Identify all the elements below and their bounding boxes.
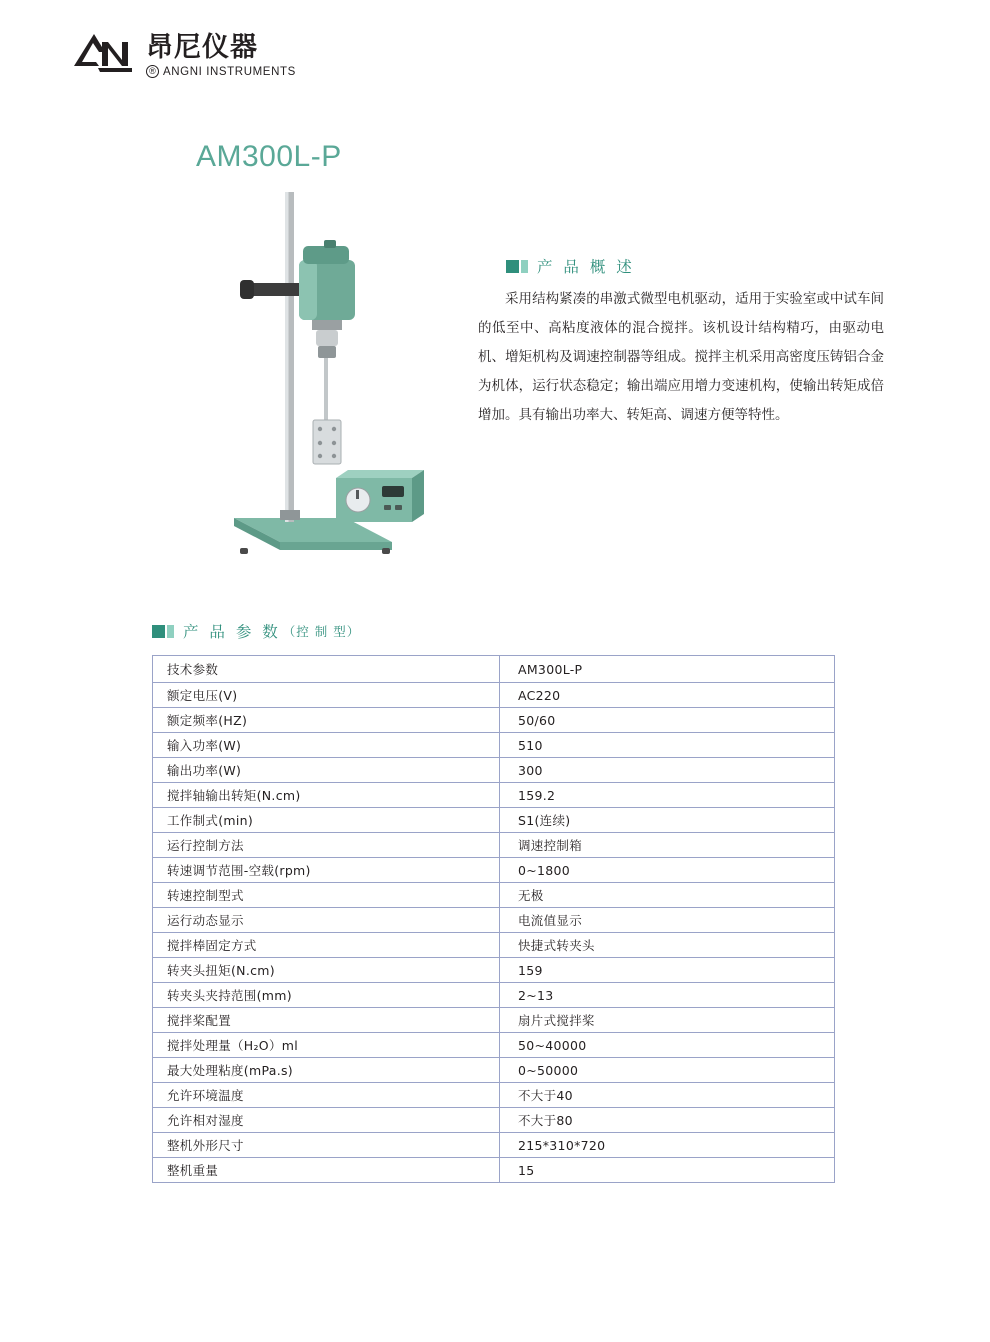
table-cell-parameter-value: 不大于40 (500, 1083, 835, 1108)
table-row (153, 758, 835, 783)
table-cell-parameter-name: 允许环境温度 (153, 1083, 500, 1108)
registered-mark-icon: ® (146, 65, 159, 78)
table-row (153, 983, 835, 1008)
table-row (153, 1033, 835, 1058)
page-title: AM300L-P (196, 140, 342, 173)
table-row (153, 808, 835, 833)
table-cell-parameter-name: 运行控制方法 (153, 833, 500, 858)
table-cell-parameter-value: 2~13 (500, 983, 835, 1008)
table-cell-parameter-name: 额定频率(HZ) (153, 708, 500, 733)
table-cell-parameter-value: 159 (500, 958, 835, 983)
overview-heading-label: 产 品 概 述 (537, 258, 635, 276)
table-cell-parameter-name: 转速调节范围-空载(rpm) (153, 858, 500, 883)
table-cell-parameter-value: 无极 (500, 883, 835, 908)
table-row (153, 683, 835, 708)
table-cell-parameter-value: 50/60 (500, 708, 835, 733)
table-row (153, 1008, 835, 1033)
table-row (153, 733, 835, 758)
table-cell-parameter-value: 电流值显示 (500, 908, 835, 933)
table-cell-parameter-value: 215*310*720 (500, 1133, 835, 1158)
table-cell-parameter-value: 0~50000 (500, 1058, 835, 1083)
square-marker-light-icon (167, 625, 174, 638)
square-marker-light-icon (521, 260, 528, 273)
table-row (153, 958, 835, 983)
table-cell-parameter-name: 转夹头夹持范围(mm) (153, 983, 500, 1008)
brand-name-en: ANGNI INSTRUMENTS (163, 65, 296, 78)
table-cell-parameter-name: 转夹头扭矩(N.cm) (153, 958, 500, 983)
parameters-heading-label: 产 品 参 数 (183, 623, 281, 641)
parameters-heading-sublabel: （控 制 型） (282, 624, 361, 639)
table-row (153, 1108, 835, 1133)
table-cell-parameter-name: 搅拌处理量（H₂O）ml (153, 1033, 500, 1058)
table-row (153, 908, 835, 933)
table-cell-parameter-name: 转速控制型式 (153, 883, 500, 908)
table-cell-parameter-name: 额定电压(V) (153, 683, 500, 708)
square-marker-dark-icon (506, 260, 519, 273)
table-cell-parameter-value: S1(连续) (500, 808, 835, 833)
table-row (153, 833, 835, 858)
table-cell-parameter-value: 调速控制箱 (500, 833, 835, 858)
table-cell-parameter-value: 159.2 (500, 783, 835, 808)
table-cell-parameter-name: 允许相对湿度 (153, 1108, 500, 1133)
table-cell-parameter-name: 搅拌棒固定方式 (153, 933, 500, 958)
table-row (153, 1058, 835, 1083)
an-monogram-logo-icon (72, 32, 138, 76)
table-cell-parameter-value: 扇片式搅拌桨 (500, 1008, 835, 1033)
table-cell-parameter-value: 50~40000 (500, 1033, 835, 1058)
brand-logo (72, 32, 296, 78)
brand-wordmark (146, 32, 296, 78)
specifications-table (152, 655, 835, 1183)
table-row (153, 1133, 835, 1158)
table-cell-parameter-name: 工作制式(min) (153, 808, 500, 833)
table-cell-parameter-value: 15 (500, 1158, 835, 1183)
table-cell-parameter-name: 输出功率(W) (153, 758, 500, 783)
table-cell-parameter-value: 不大于80 (500, 1108, 835, 1133)
table-cell-parameter-value: 510 (500, 733, 835, 758)
table-row (153, 1083, 835, 1108)
brand-name-cn: 昂尼仪器 (146, 32, 258, 63)
product-image (196, 180, 456, 590)
table-cell-parameter-value: AM300L-P (500, 656, 835, 683)
table-row (153, 656, 835, 683)
table-cell-parameter-name: 运行动态显示 (153, 908, 500, 933)
parameters-section-heading (152, 620, 360, 642)
overview-section-heading (506, 255, 635, 277)
table-row (153, 708, 835, 733)
table-cell-parameter-name: 输入功率(W) (153, 733, 500, 758)
table-cell-parameter-name: 最大处理粘度(mPa.s) (153, 1058, 500, 1083)
table-row (153, 783, 835, 808)
table-cell-parameter-name: 整机外形尺寸 (153, 1133, 500, 1158)
table-cell-parameter-value: 300 (500, 758, 835, 783)
table-cell-parameter-name: 技术参数 (153, 656, 500, 683)
table-cell-parameter-name: 整机重量 (153, 1158, 500, 1183)
table-cell-parameter-value: 快捷式转夹头 (500, 933, 835, 958)
square-marker-dark-icon (152, 625, 165, 638)
overview-body-text: 采用结构紧凑的串激式微型电机驱动，适用于实验室或中试车间的低至中、高粘度液体的混合搅拌。该机设计结构精巧，由驱动电机、增矩机构及调速控制器等组成。搅拌主机采用高密度压铸铝合金为机体，运行状态稳定；输出端应用增力变速机构，使输出转矩成倍增加。具有输出功率大、转矩高、调速方便等特性。 (478, 291, 884, 424)
table-row (153, 1158, 835, 1183)
table-cell-parameter-name: 搅拌轴输出转矩(N.cm) (153, 783, 500, 808)
table-cell-parameter-value: AC220 (500, 683, 835, 708)
table-cell-parameter-name: 搅拌桨配置 (153, 1008, 500, 1033)
table-row (153, 883, 835, 908)
table-row (153, 858, 835, 883)
table-cell-parameter-value: 0~1800 (500, 858, 835, 883)
table-row (153, 933, 835, 958)
